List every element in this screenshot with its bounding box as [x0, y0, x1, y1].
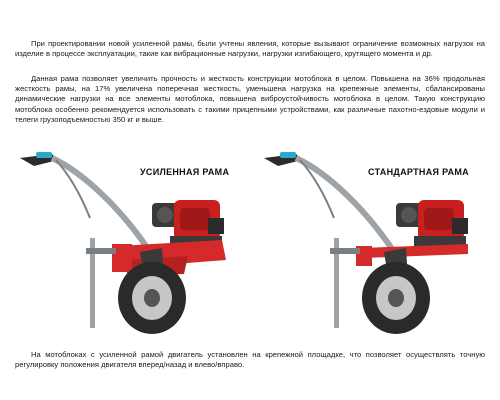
standard-frame-tiller-illustration	[256, 148, 486, 343]
standard-frame-label: СТАНДАРТНАЯ РАМА	[368, 167, 469, 177]
wheel	[362, 262, 430, 334]
reinforced-frame-label: УСИЛЕННАЯ РАМА	[140, 167, 230, 177]
engine	[396, 200, 468, 248]
reinforced-frame-tiller-illustration	[12, 148, 242, 343]
intro-paragraph: При проектировании новой усиленной рамы, были учтены явления, которые вызывают ограничение возможных нагрузок на изделие в процессе эксплуатации, такие как вибрационные нагрузки, нагрузки изгибающего, крутящего момента и др.	[15, 39, 485, 59]
standard-frame	[356, 244, 468, 266]
coulter	[86, 238, 116, 328]
frame-description-paragraph: Данная рама позволяет увеличить прочность и жесткость конструкции мотоблока в целом. Повышена на 36% продольная жесткость рамы, на 17% увеличена поперечная жесткость, уменьшена нагрузка на крепежные элементы, сбалансированы динамические нагрузки на все элементы мотоблока, повышена виброустойчивость мотоблока в целом. Такую конструкцию мотоблока особенно рекомендуется использовать с такими прицепными устройствами, как различные пахотно-ездовые модули и телеги грузоподъемностью 350 кг и выше.	[15, 74, 485, 124]
coulter	[330, 238, 360, 328]
handlebar	[20, 152, 154, 258]
wheel	[118, 262, 186, 334]
engine-mount-paragraph: На мотоблоках с усиленной рамой двигатель установлен на крепежной площадке, что позволяет осуществлять точную регулировку положения двигателя вперед/назад и влево/вправо.	[15, 350, 485, 370]
handlebar	[264, 152, 398, 258]
